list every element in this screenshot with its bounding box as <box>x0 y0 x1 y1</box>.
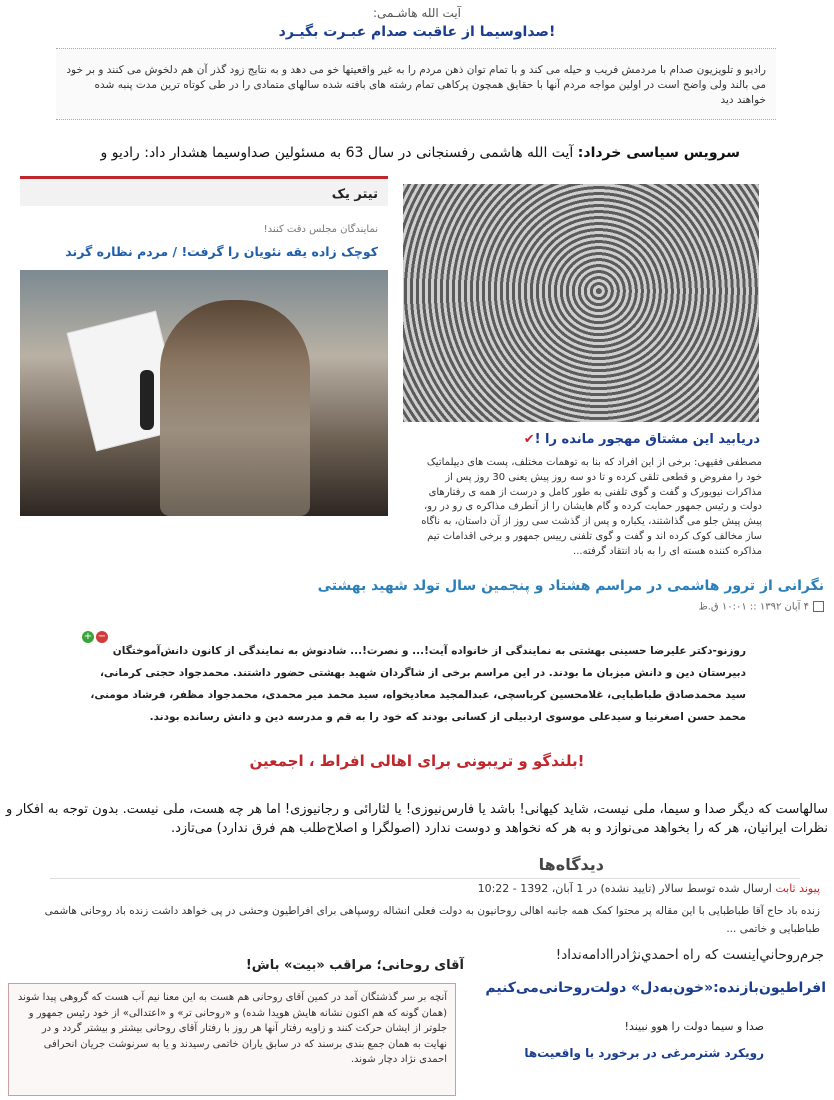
speaker-photo[interactable] <box>20 270 388 516</box>
service-label: سرویس سیاسی خرداد: <box>577 145 740 161</box>
increase-font-button[interactable]: + <box>83 631 93 642</box>
comments-section-title: دیدگاه‌ها <box>538 855 604 874</box>
tiryek-label: تیتر یک <box>331 187 378 202</box>
side-headline-4[interactable]: رویکرد شترمرغی در برخورد با واقعیت‌ها <box>524 1046 764 1060</box>
portrait-photo[interactable] <box>403 184 759 422</box>
service-text: آیت الله هاشمی رفسنجانی در سال 63 به مسئولین صداوسیما هشدار داد: رادیو و <box>100 145 578 161</box>
calendar-icon <box>813 601 824 612</box>
headline-kicker: آیت الله هاشـمی: <box>372 6 462 20</box>
tiryek-header-bar <box>20 176 388 206</box>
portrait-summary: مصطفی فقیهی: برخی از این افراد که بنا به توهمات مختلف، پست های دیپلماتیک خود را مفروض و قطعی تلقی کرده و تا دو سه روز پیش یعنی 30 روز پس از مذاکرات نیویورک و گفت و گوی تلفنی به طور کامل و درست از همه ی رفتارهای دولت و رئیس جمهور حمایت کرده و گام هایشان را از آنطرف مذاکره ی رو در رو، پیش پیش جلو می گذاشتند، یکباره و پس از گذشت سی روز از آن داستان، به ناگاه ساز مخالف کوک کرده اند و گفت و گوی تلفنی رییس جمهور و برخی اقدامات تیم مذاکره کننده هسته ای را به باد انتقاد گرفته... <box>421 457 762 557</box>
comment-meta <box>478 882 820 895</box>
comment-text: زنده باد حاج آقا طباطبایی با این مقاله پر محتوا کمک همه جانبه اهالی روحانیون به دولت فعلی انشاله روسپاهی برای افراطیون وحشی در پی خواهد داشت زنده باد روحانی هاشمی طباطبایی و خاتمی ... <box>44 905 820 935</box>
tiryek-headline[interactable]: کوچک زاده یقه نئویان را گرفت! / مردم نظاره گرند <box>65 244 378 259</box>
headline-title[interactable]: صداوسیما از عاقبت صدام عبـرت بگیـرد! <box>278 24 556 40</box>
side-headline-3[interactable]: صدا و سیما دولت را هوو نبیند! <box>624 1020 764 1033</box>
comments-divider <box>50 878 800 879</box>
side-headline-1[interactable]: جرم‌روحاني‌اينست كه راه احمدي‌نژاد‌راادامه‌نداد! <box>555 947 824 963</box>
editorial-paragraph: سالهاست که دیگر صدا و سیما، ملی نیست، شاید کیهانی! باشد یا فارس‌نیوزی! یا لثارائی و رجانیوزی! اما هر چه هست، ملی نیست. بدون توجه به افکار و نظرات ایرانیان، هر که را بخواهد می‌نوازد و به هر که نخواهد و دوست ندارد (اصولگرا و اصلاح‌طلب هم فرق ندارد) می‌تازد. <box>6 802 828 836</box>
article-body: روزنو-دکتر علیرضا حسینی بهشتی به نمایندگی از خانواده آیت!... و نصرت!... شادنوش به نمایندگی از کانون دانش‌آموختگان دبیرستان دین و دانش میزبان ما بودند. در این مراسم برخی از شاگردان شهید بهشتی حضور داشتند. محمدجواد حجتی کرمانی، سید محمدصادق طباطبایی، غلامحسین کرباسچی، عبدالمجید معادیخواه، سید محمد میر محمدی، محمدجواد مظفر، فرشاد مومنی، محمد حسن اصغرنیا و سیدعلی موسوی اردبیلی از کسانی بودند که خود را به قم و مدرسه دین و دانش رسانده بودند. <box>90 645 746 723</box>
beyt-excerpt: آنچه بر سر گذشتگان آمد در کمین آقای روحانی هم هست به این معنا نیم آب هست که گروهی پیدا شوند (همان گونه که هم اکنون نشانه هایش هویدا شده) و «روحانی تر» و «اعتدالی» از خود رئیس جمهور و جلوتر از ایشان حرکت کنند و زاویه رفتار آنها هر روز با رفتار آقای روحانی بیشتر و بیشتر گردد و در نهایت به همان جمع بندی برسند که در سابق یاران خاتمی رسیدند و یا به سرنوشت جریان انحرافی احمدی نژاد دچار شوند. <box>8 983 456 1096</box>
decrease-font-button[interactable]: − <box>97 631 107 642</box>
photo-speaker-figure <box>160 300 310 516</box>
side-headline-2[interactable]: افراطیون‌بازنده:«خون‌به‌دل» دولت‌روحانی‌می‌کنیم <box>485 980 826 996</box>
headline-lead: رادیو و تلویزیون صدام با مردمش فریب و حیله می کند و با تمام توان ذهن مردم را به غیر واقعیتها خو می دهد و به نتایج زود گذر آن هم دلخوش می کنند و بر خود می بالند ولی واضح است در اولین مواجه مردم آنها با حقایق همچون پرکاهی تمام رشته های بافته شده سالهای متمادی را در طی کوتاه ترین مدت پنبه شده خواهند دید <box>56 48 776 120</box>
tiryek-panel <box>20 176 388 516</box>
microphone-icon <box>140 370 154 430</box>
tiryek-subtitle: نمایندگان مجلس دقت کنند! <box>263 224 378 235</box>
portrait-headline[interactable] <box>520 432 760 447</box>
article-title[interactable]: نگرانی از ترور هاشمی در مراسم هشتاد و پنجمین سال تولد شهید بهشتی <box>317 578 824 594</box>
check-icon: ✔ <box>523 432 535 447</box>
beyt-headline[interactable]: آقای روحانی؛ مراقب «بیت» باش! <box>245 958 464 973</box>
service-line <box>40 143 740 163</box>
portrait-headline-text: دریابید این مشتاق مهجور مانده را ! <box>534 432 760 447</box>
permalink[interactable]: پیوند ثابت <box>775 882 820 895</box>
article-date-text: ۴ آبان ۱۳۹۲ :: ۱۰:۰۱ ق.ظ <box>698 601 809 613</box>
loudspeaker-headline[interactable]: بلندگو و تریبونی برای اهالی افراط ، اجمعین! <box>249 752 585 770</box>
portrait-card <box>400 184 766 564</box>
article-date <box>698 601 824 613</box>
comment-meta-text: ارسال شده توسط سالار (تایید نشده) در 1 آبان، 1392 - 10:22 <box>477 882 776 895</box>
